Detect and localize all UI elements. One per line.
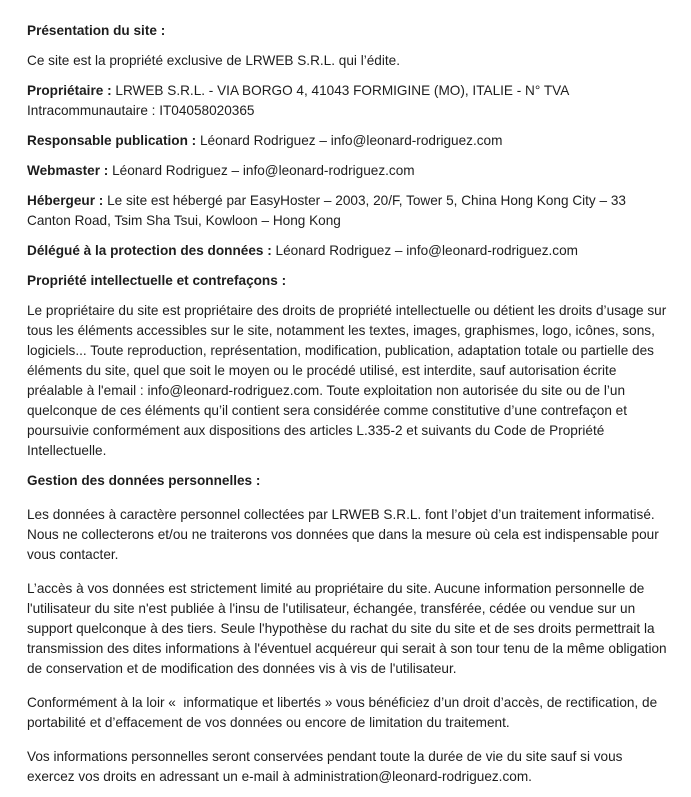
owner-label: Propriétaire :	[27, 83, 112, 98]
data-protection-officer-label: Délégué à la protection des données :	[27, 243, 272, 258]
owner-value: LRWEB S.R.L. - VIA BORGO 4, 41043 FORMIGINE (MO), ITALIE - N° TVA Intracommunautaire : IT04058020365	[27, 83, 573, 118]
publication-manager-label: Responsable publication :	[27, 133, 197, 148]
section-heading-intellectual-property: Propriété intellectuelle et contrefaçons :	[27, 273, 287, 288]
intellectual-property-paragraph: Le propriétaire du site est propriétaire des droits de propriété intellectuelle ou détient les droits d’usage sur tous les éléments accessibles sur le site, notamment les textes, images, graphismes, logo, icônes, sons, logiciels... Toute reproduction, représentation, modification, publication, adaptation totale ou partielle des éléments du site, quel que soit le moyen ou le procédé utilisé, est interdite, sauf autorisation écrite préalable à l'email : info@leonard-rodriguez.com. Toute exploitation non autorisée du site ou de l’un quelconque de ces éléments qu’il contient sera considérée comme constitutive d’une contrefaçon et poursuivie conformément aux dispositions des articles L.335-2 et suivants du Code de Propriété Intellectuelle.	[27, 303, 671, 458]
data-retention-paragraph: Vos informations personnelles seront conservées pendant toute la durée de vie du site sauf si vous exercez vos droits en adressant un e-mail à administration@leonard-rodriguez.com.	[27, 749, 627, 784]
data-access-paragraph: L’accès à vos données est strictement limité au propriétaire du site. Aucune information personnelle de l'utilisateur du site n'est publiée à l'insu de l'utilisateur, échangée, transférée, cédée ou vendue sur un support quelconque à des tiers. Seule l'hypothèse du rachat du site du site et de ses droits permettrait la transmission des dites informations à l'éventuel acquéreur qui serait à son tour tenu de la même obligation de conservation et de modification des données vis à vis de l'utilisateur.	[27, 581, 671, 676]
host-label: Hébergeur :	[27, 193, 104, 208]
site-ownership-paragraph: Ce site est la propriété exclusive de LRWEB S.R.L. qui l’édite.	[27, 53, 400, 68]
section-heading-personal-data: Gestion des données personnelles :	[27, 473, 261, 488]
data-protection-officer-value: Léonard Rodriguez – info@leonard-rodriguez.com	[271, 243, 578, 258]
publication-manager-value: Léonard Rodriguez – info@leonard-rodriguez.com	[196, 133, 503, 148]
data-collection-paragraph: Les données à caractère personnel collectées par LRWEB S.R.L. font l’objet d’un traitement informatisé. Nous ne collecterons et/ou ne traiterons vos données que dans la mesure où cela est indispensable pour vous contacter.	[27, 507, 663, 562]
webmaster-label: Webmaster :	[27, 163, 109, 178]
host-value: Le site est hébergé par EasyHoster – 2003, 20/F, Tower 5, China Hong Kong City – 33 Canton Road, Tsim Sha Tsui, Kowloon – Hong Kong	[27, 193, 630, 228]
webmaster-line	[27, 161, 673, 181]
publication-manager-line	[27, 131, 673, 151]
webmaster-value: Léonard Rodriguez – info@leonard-rodriguez.com	[108, 163, 415, 178]
data-rights-paragraph: Conformément à la loir « informatique et libertés » vous bénéficiez d’un droit d’accès, de rectification, de portabilité et d’effacement de vos données ou encore de limitation du traitement.	[27, 695, 661, 730]
section-heading-site-presentation: Présentation du site :	[27, 23, 166, 38]
owner-line	[27, 81, 673, 121]
data-protection-officer-line	[27, 241, 673, 261]
host-line	[27, 191, 673, 231]
